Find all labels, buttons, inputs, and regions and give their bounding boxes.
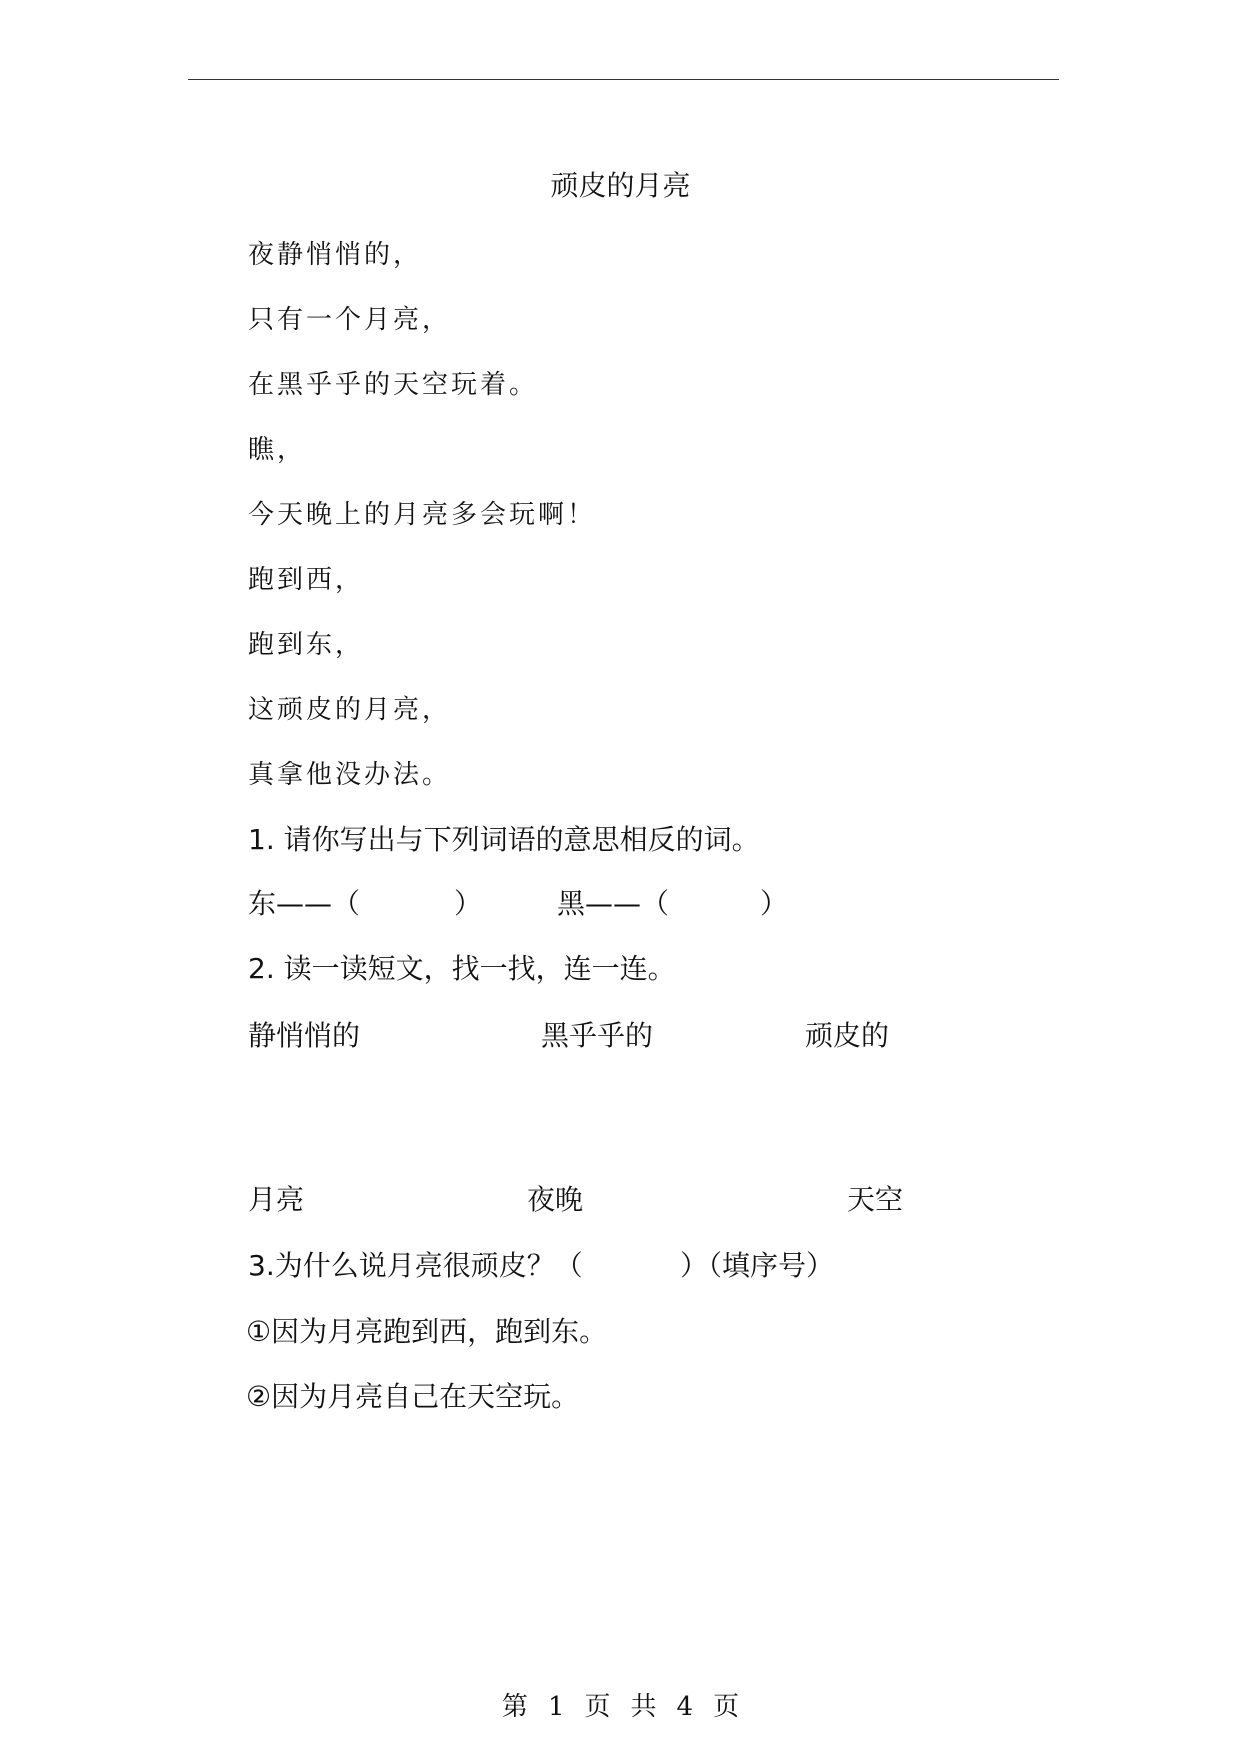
page-total: 4 — [676, 1692, 694, 1722]
question-3-option-1: ①因为月亮跑到西，跑到东。 — [246, 1315, 608, 1348]
footer-text: 共 — [630, 1692, 657, 1722]
match-word-moon: 月亮 — [248, 1183, 305, 1216]
match-word-dark: 黑乎乎的 — [541, 1019, 654, 1052]
question-3-option-2: ②因为月亮自己在天空玩。 — [246, 1380, 580, 1413]
antonym-item-east: 东——（ — [248, 887, 361, 920]
poem-line-4: 瞧， — [248, 435, 307, 465]
footer-text: 第 — [501, 1692, 528, 1722]
poem-line-7: 跑到东， — [248, 630, 365, 660]
antonym-item-east-close: ） — [454, 887, 483, 920]
page-title: 顽皮的月亮 — [550, 169, 691, 202]
question-2-prompt: 2. 读一读短文，找一找，连一连。 — [248, 952, 676, 985]
poem-line-8: 这顽皮的月亮， — [248, 695, 452, 725]
match-word-quiet: 静悄悄的 — [248, 1019, 361, 1052]
page-footer — [0, 1686, 1241, 1723]
antonym-item-black-close: ） — [760, 887, 789, 920]
header-rule — [188, 79, 1059, 80]
match-word-night: 夜晚 — [527, 1183, 584, 1216]
poem-line-9: 真拿他没办法。 — [248, 760, 452, 790]
question-3-prompt: 3.为什么说月亮很顽皮？（ — [248, 1249, 583, 1282]
poem-line-6: 跑到西， — [248, 565, 365, 595]
footer-text: 页 — [584, 1692, 611, 1722]
poem-line-1: 夜静悄悄的， — [248, 240, 423, 270]
match-word-naughty: 顽皮的 — [805, 1019, 890, 1052]
antonym-item-black: 黑——（ — [557, 887, 670, 920]
poem-line-3: 在黑乎乎的天空玩着。 — [248, 370, 539, 400]
poem-line-2: 只有一个月亮， — [248, 305, 452, 335]
page-number: 1 — [547, 1692, 565, 1722]
poem-line-5: 今天晚上的月亮多会玩啊！ — [248, 500, 597, 530]
question-3-suffix: ）（填序号） — [680, 1249, 835, 1282]
question-1-prompt: 1. 请你写出与下列词语的意思相反的词。 — [248, 823, 760, 856]
match-word-sky: 天空 — [847, 1183, 904, 1216]
footer-text: 页 — [713, 1692, 740, 1722]
